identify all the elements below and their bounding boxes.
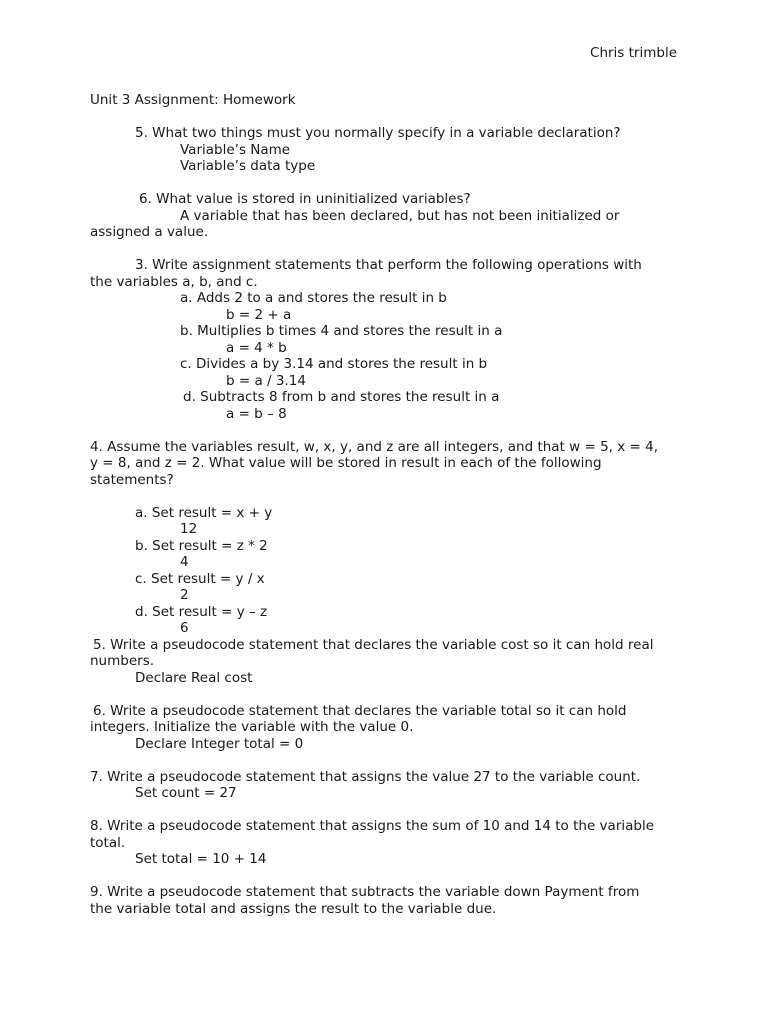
question-5a: 5. What two things must you normally specify in a variable declaration? <box>135 125 621 141</box>
question-3-line2: the variables a, b, and c. <box>90 273 258 290</box>
question-4-part-a: a. Set result = x + y <box>135 504 273 521</box>
question-4-part-b: b. Set result = z * 2 <box>135 537 268 554</box>
question-7: 7. Write a pseudocode statement that assigns the value 27 to the variable count. <box>90 768 641 785</box>
question-8-line2: total. <box>90 834 126 851</box>
question-3-part-b: b. Multiplies b times 4 and stores the result in a <box>180 323 503 339</box>
answer-4-part-a: 12 <box>180 521 198 537</box>
question-6a: 6. What value is stored in uninitialized variables? <box>139 191 471 207</box>
answer-8: Set total = 10 + 14 <box>135 851 267 867</box>
author-name: Chris trimble <box>590 45 677 61</box>
answer-5b: Declare Real cost <box>135 669 253 686</box>
document-title: Unit 3 Assignment: Homework <box>90 92 296 108</box>
answer-5a-2: Variable’s data type <box>180 158 316 174</box>
question-4-line2: y = 8, and z = 2. What value will be stored in result in each of the following <box>90 455 602 471</box>
answer-7: Set count = 27 <box>135 785 237 801</box>
answer-6a-line2: assigned a value. <box>90 224 209 240</box>
question-8-line1: 8. Write a pseudocode statement that assigns the sum of 10 and 14 to the variable <box>90 818 655 834</box>
question-3-part-d: d. Subtracts 8 from b and stores the result in a <box>183 389 500 405</box>
answer-5a-1: Variable’s Name <box>180 141 291 158</box>
answer-3-part-d: a = b – 8 <box>226 405 287 422</box>
question-3-part-a: a. Adds 2 to a and stores the result in b <box>180 290 447 306</box>
question-5b-line2: numbers. <box>90 653 155 669</box>
question-9-line1: 9. Write a pseudocode statement that subtracts the variable down Payment from <box>90 884 640 900</box>
answer-3-part-c: b = a / 3.14 <box>226 372 306 389</box>
answer-6a-line1: A variable that has been declared, but has not been initialized or <box>180 207 620 224</box>
question-6b-line2: integers. Initialize the variable with the value 0. <box>90 719 414 735</box>
answer-4-part-c: 2 <box>180 587 189 603</box>
question-4-part-c: c. Set result = y / x <box>135 570 265 587</box>
answer-3-part-b: a = 4 * b <box>226 339 287 356</box>
question-9-line2: the variable total and assigns the result to the variable due. <box>90 900 497 917</box>
answer-4-part-d: 6 <box>180 620 189 636</box>
answer-6b: Declare Integer total = 0 <box>135 735 304 752</box>
question-4-line1: 4. Assume the variables result, w, x, y, and z are all integers, and that w = 5, x = 4, <box>90 438 659 455</box>
question-4-line3: statements? <box>90 471 174 488</box>
question-5b-line1: 5. Write a pseudocode statement that declares the variable cost so it can hold real <box>93 636 654 653</box>
document-body <box>90 92 690 917</box>
question-4-part-d: d. Set result = y – z <box>135 603 268 620</box>
question-3-line1: 3. Write assignment statements that perform the following operations with <box>135 257 642 273</box>
question-3-part-c: c. Divides a by 3.14 and stores the result in b <box>180 356 488 372</box>
question-6b-line1: 6. Write a pseudocode statement that declares the variable total so it can hold <box>93 702 627 719</box>
answer-4-part-b: 4 <box>180 554 189 570</box>
answer-3-part-a: b = 2 + a <box>226 306 292 323</box>
